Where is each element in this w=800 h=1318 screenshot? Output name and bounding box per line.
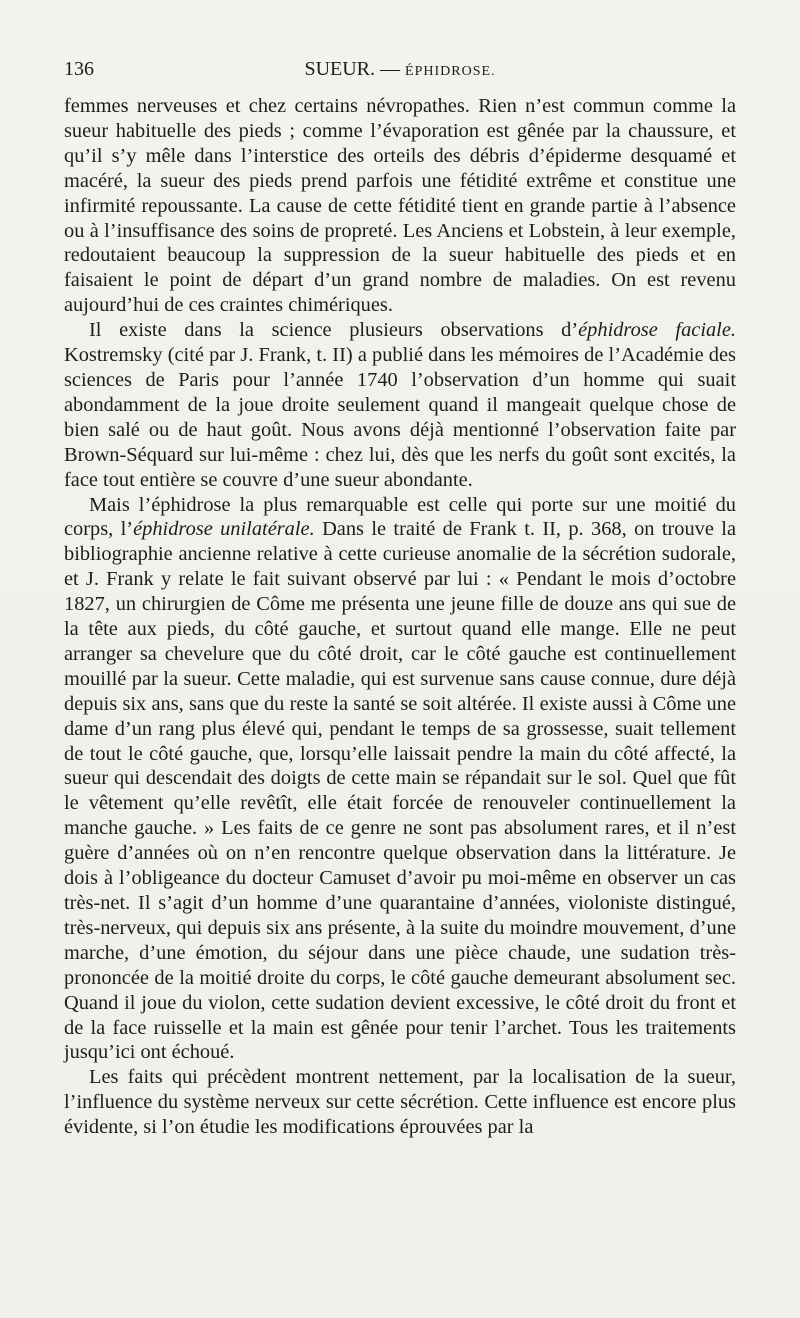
paragraph-2-rest: Kostremsky (cité par J. Frank, t. II) a publié dans les mémoires de l’Académie des sciences de Paris pour l’année 1740 l’observation d’un homme qui suait abondamment de la joue droite seulement quand il mangeait quelque chose de bien salé ou de haut goût. Nous avons déjà mentionné l’observation faite par Brown-Séquard sur lui-même : chez lui, dès que les nerfs du goût sont excités, la face tout entière se couvre d’une sueur abondante. xyxy=(64,344,736,491)
paragraph-1: femmes nerveuses et chez certains névropathes. Rien n’est commun comme la sueur habituelle des pieds ; comme l’évaporation est gênée par la chaussure, et qu’il s’y mêle dans l’interstice des orteils des débris d’épiderme desquamé et macéré, la sueur des pieds prend parfois une fétidité extrême et constitue une infirmité repoussante. La cause de cette fétidité tient en grande partie à l’absence ou à l’insuffisance des soins de propreté. Les Anciens et Lobstein, à leur exemple, redoutaient beaucoup la suppression de la sueur habituelle des pieds et en faisaient le point de départ d’un grand nombre de maladies. On est revenu aujourd’hui de ces craintes chimériques. xyxy=(64,95,736,317)
page-number: 136 xyxy=(64,58,94,80)
paragraph-3-start: Mais l’éphidrose la plus remarquable est celle qui porte sur une moitié du corps, l’ xyxy=(64,493,736,541)
running-title xyxy=(64,52,736,89)
running-title-separator: — xyxy=(380,58,401,80)
paragraph-2-emphasis: éphidrose faciale. xyxy=(578,319,736,342)
paragraph-4: Les faits qui précèdent montrent nettement, par la localisation de la sueur, l’influence du système nerveux sur cette sécrétion. Cette influence est encore plus évidente, si l’on étudie les modifications éprouvées par la xyxy=(64,1066,736,1139)
body-text xyxy=(64,94,736,1140)
page-header xyxy=(64,52,736,86)
paragraph-2-start: Il existe dans la science plusieurs observations d’ xyxy=(89,319,579,342)
paragraph-2 xyxy=(64,318,736,492)
running-title-sub: ÉPHIDROSE. xyxy=(405,64,496,79)
running-title-main: SUEUR. xyxy=(304,58,376,80)
paragraph-3 xyxy=(64,493,736,1066)
paragraph-3-rest: Dans le traité de Frank t. II, p. 368, on trouve la bibliographie ancienne relative à cette curieuse anomalie de la sécrétion sudorale, et J. Frank y relate le fait suivant observé par lui : « Pendant le mois d’octobre 1827, un chirurgien de Côme me présenta une jeune fille de douze ans qui sue de la tête aux pieds, du côté gauche, et surtout quand elle mange. Elle ne peut arranger sa chevelure que du côté droit, car le côté gauche est continuellement mouillé par la sueur. Cette maladie, qui est survenue sans cause connue, dure déjà depuis six ans, sans que du reste la santé se soit altérée. Il existe aussi à Côme une dame d’un rang plus élevé qui, pendant le temps de sa grossesse, suait tellement de tout le côté gauche, que, lorsqu’elle laissait pendre la main du côté affecté, la sueur qui descendait des doigts de cette main se répandait sur le sol. Quel que fût le vêtement qu’elle revêtît, elle était forcée de renouveler continuellement la manche gauche. » Les faits de ce genre ne sont pas absolument rares, et il n’est guère d’années où on n’en rencontre quelque observation dans la littérature. Je dois à l’obligeance du docteur Camuset d’avoir pu moi-même en observer un cas très-net. Il s’agit d’un homme d’une quarantaine d’années, violoniste distingué, très-nerveux, qui depuis six ans présente, à la suite du moindre mouvement, d’une marche, d’une émotion, du séjour dans une pièce chaude, une sudation très-prononcée de la moitié droite du corps, le côté gauche demeurant absolument sec. Quand il joue du violon, cette sudation devient excessive, le côté droit du front et de la face ruisselle et la main est gênée pour tenir l’archet. Tous les traitements jusqu’ici ont échoué. xyxy=(64,518,736,1064)
paragraph-3-emphasis: éphidrose unilatérale. xyxy=(133,518,315,541)
